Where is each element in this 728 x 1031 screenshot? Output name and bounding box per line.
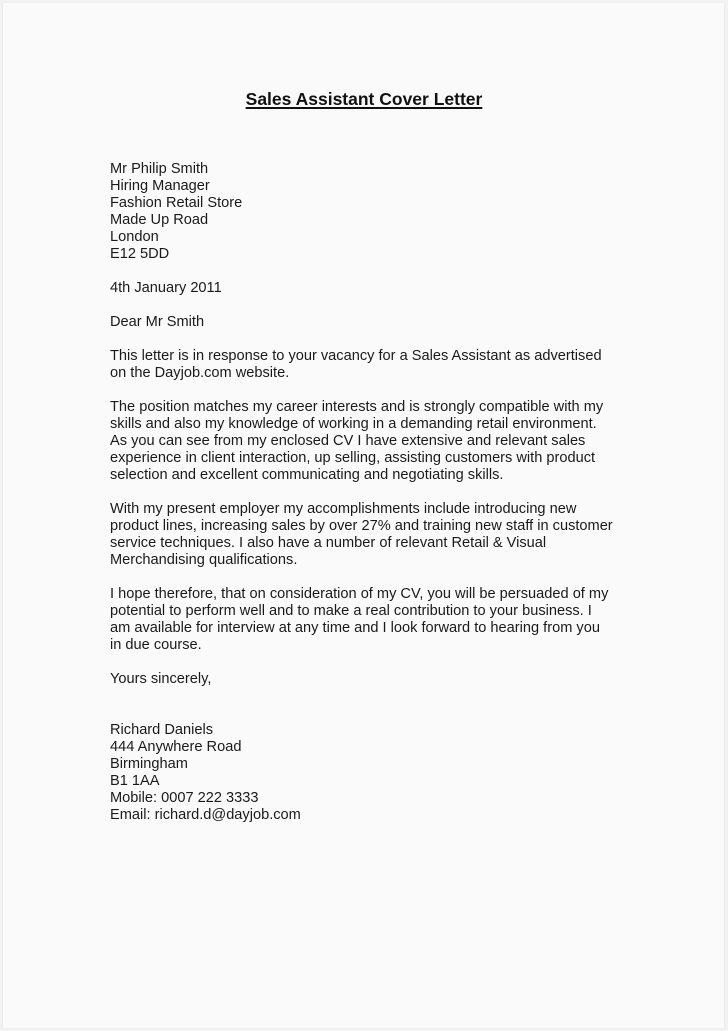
signature-space: [110, 688, 620, 722]
sender-postcode: B1 1AA: [110, 773, 160, 789]
document-title: Sales Assistant Cover Letter: [245, 89, 483, 109]
salutation: [110, 314, 620, 331]
sender-name: Richard Daniels: [110, 722, 214, 738]
recipient-title: Hiring Manager: [110, 178, 210, 194]
salutation-text: Dear Mr Smith: [110, 314, 205, 330]
paragraph-skills: [110, 399, 620, 484]
paragraph-line: With my present employer my accomplishments include introducing new: [110, 501, 577, 517]
complimentary-close: [110, 671, 620, 688]
paragraph-accomplishments: [110, 501, 620, 569]
sender-email: Email: richard.d@dayjob.com: [110, 807, 301, 823]
paragraph-line: This letter is in response to your vacancy for a Sales Assistant as advertised: [110, 348, 602, 364]
paragraph-line: selection and excellent communicating and negotiating skills.: [110, 467, 504, 483]
recipient-city: London: [110, 229, 159, 245]
sender-street: 444 Anywhere Road: [110, 739, 242, 755]
paragraph-line: experience in client interaction, up selling, assisting customers with product: [110, 450, 596, 466]
letter-date: [110, 280, 620, 297]
paragraph-line: I hope therefore, that on consideration of my CV, you will be persuaded of my: [110, 586, 609, 602]
paragraph-line: skills and also my knowledge of working in a demanding retail environment.: [110, 416, 597, 432]
paragraph-line: on the Dayjob.com website.: [110, 365, 290, 381]
closing-text: Yours sincerely,: [110, 671, 212, 687]
sender-city: Birmingham: [110, 756, 188, 772]
paragraph-line: The position matches my career interests and is strongly compatible with my: [110, 399, 604, 415]
paragraph-line: product lines, increasing sales by over 27% and training new staff in customer: [110, 518, 613, 534]
recipient-address: [110, 161, 620, 263]
recipient-postcode: E12 5DD: [110, 246, 170, 262]
paragraph-line: am available for interview at any time and I look forward to hearing from you: [110, 620, 600, 636]
paragraph-line: service techniques. I also have a number of relevant Retail & Visual: [110, 535, 547, 551]
letter-body: [110, 161, 620, 841]
paragraph-line: in due course.: [110, 637, 202, 653]
recipient-company: Fashion Retail Store: [110, 195, 243, 211]
recipient-street: Made Up Road: [110, 212, 209, 228]
paragraph-line: potential to perform well and to make a real contribution to your business. I: [110, 603, 592, 619]
sender-details: [110, 722, 620, 824]
date-text: 4th January 2011: [110, 280, 222, 296]
sender-mobile: Mobile: 0007 222 3333: [110, 790, 259, 806]
recipient-name: Mr Philip Smith: [110, 161, 209, 177]
paragraph-closing: [110, 586, 620, 654]
paragraph-intro: [110, 348, 620, 382]
paragraph-line: As you can see from my enclosed CV I have extensive and relevant sales: [110, 433, 586, 449]
paragraph-line: Merchandising qualifications.: [110, 552, 298, 568]
